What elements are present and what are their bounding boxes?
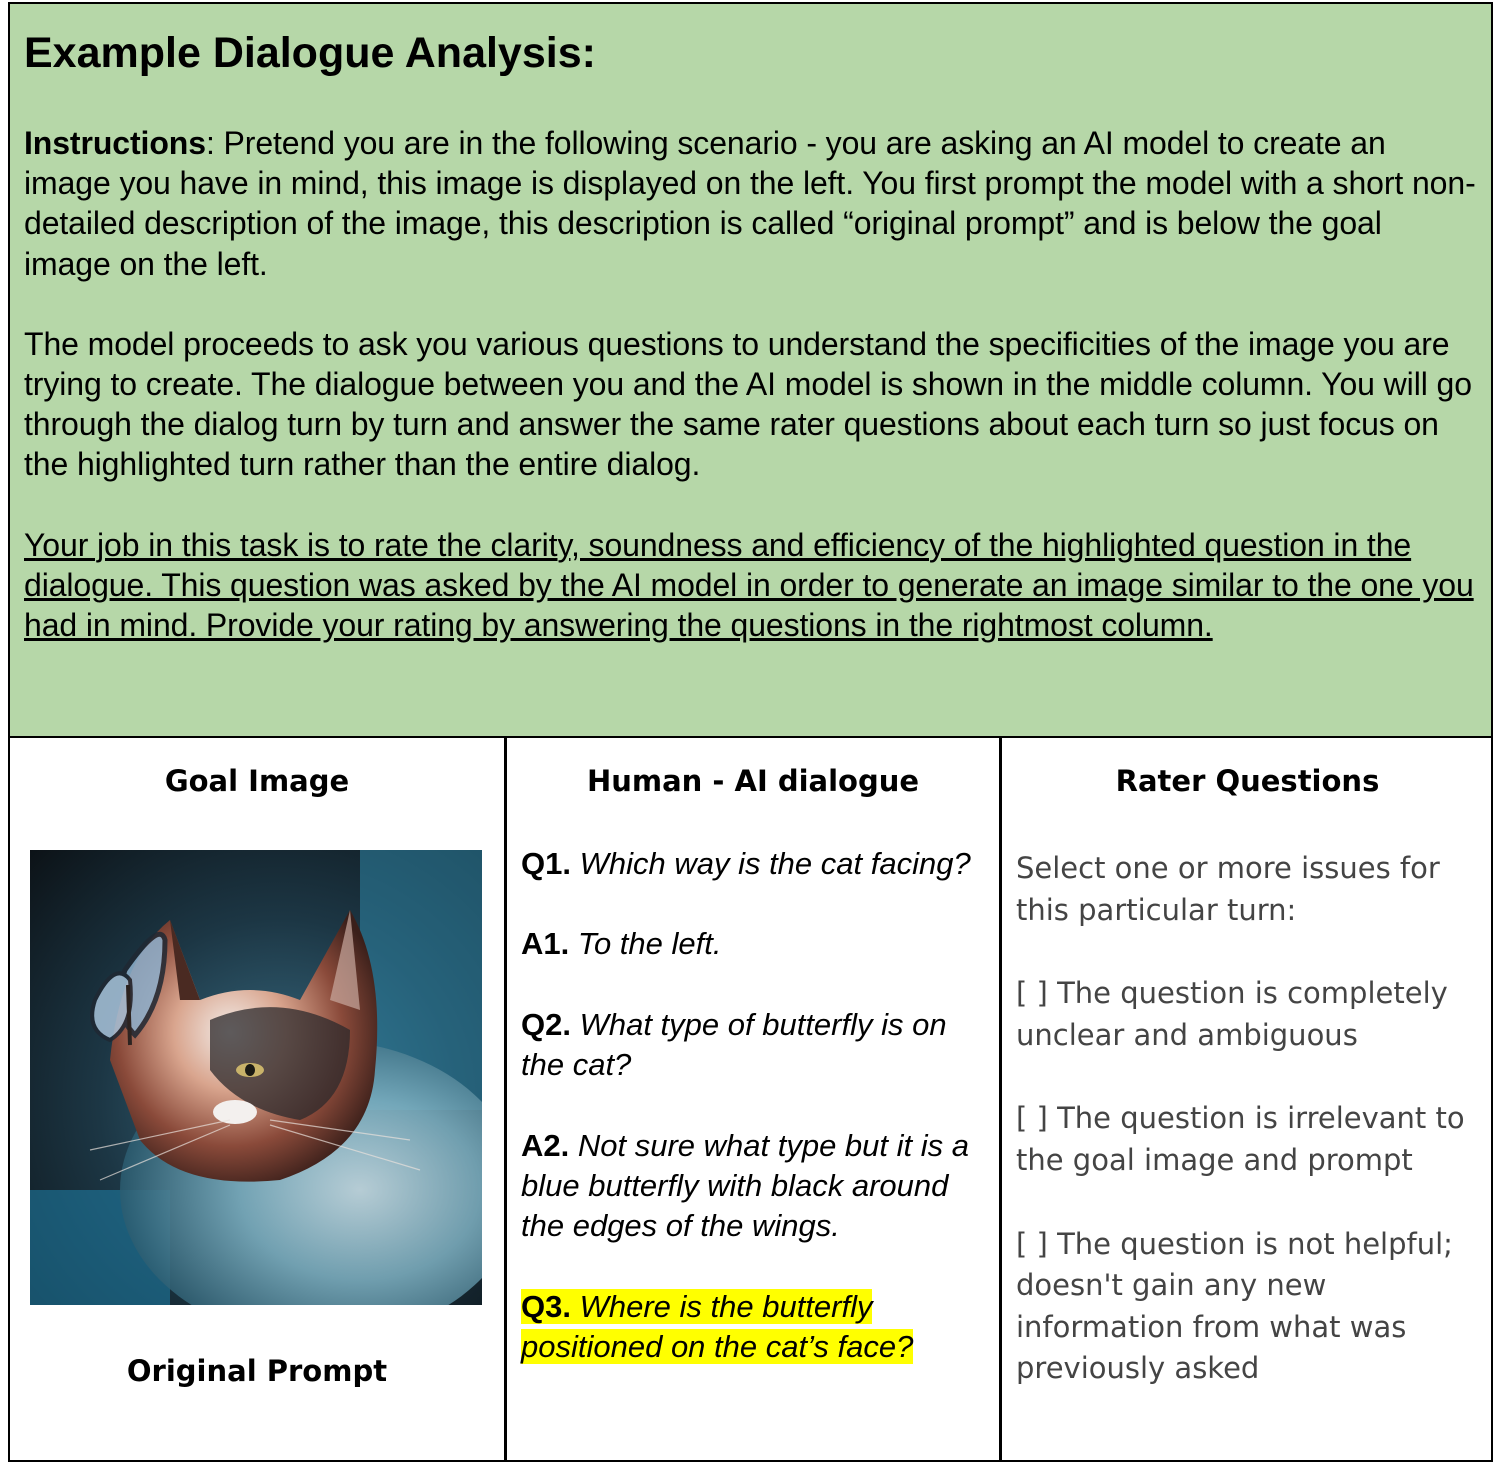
highlighted-question bbox=[521, 1289, 913, 1364]
turn-text: To the left. bbox=[569, 926, 722, 962]
turn-label: Q3. bbox=[521, 1288, 571, 1324]
cat-butterfly-photo bbox=[30, 850, 482, 1305]
instructions-panel bbox=[10, 4, 1491, 738]
turn-text: Which way is the cat facing? bbox=[570, 846, 971, 881]
dialogue-list bbox=[521, 844, 981, 1408]
rater-option-3[interactable]: [ ] The question is not helpful; doesn't gain any new information from what was previously asked bbox=[1016, 1226, 1453, 1386]
turn-label: A1. bbox=[521, 926, 570, 962]
figure-frame bbox=[8, 2, 1493, 1462]
rater-option-2[interactable]: [ ] The question is irrelevant to the goal image and prompt bbox=[1016, 1101, 1465, 1177]
turn-text: What type of butterfly is on the cat? bbox=[521, 1006, 947, 1083]
instructions-paragraph-2: The model proceeds to ask you various questions to understand the specificities of the image you are trying to create. The dialogue between you and the AI model is shown in the middle column. You will go through the dialog turn by turn and answer the same rater questions about each turn so just focus on the highlighted turn rather than the entire dialog. bbox=[24, 325, 1472, 483]
rater-option-1[interactable]: [ ] The question is completely unclear and ambiguous bbox=[1016, 976, 1448, 1052]
rater-heading: Rater Questions bbox=[1115, 764, 1380, 798]
instructions-text: : Pretend you are in the following scenario - you are asking an AI model to create an image you have in mind, this image is displayed on the left. You first prompt the model with a short non-detailed description of the image, this description is called “original prompt” and is below the goal image on the left. bbox=[24, 125, 1476, 282]
dialogue-column bbox=[504, 738, 999, 1462]
rater-intro: Select one or more issues for this particular turn: bbox=[1016, 851, 1440, 927]
dialogue-heading: Human - AI dialogue bbox=[586, 764, 920, 798]
turn-label: Q1. bbox=[521, 846, 571, 881]
dialogue-turn-q2 bbox=[521, 1005, 981, 1086]
turn-label: A2. bbox=[521, 1127, 570, 1163]
dialogue-turn-q3-highlighted bbox=[521, 1287, 981, 1368]
instructions-paragraph bbox=[24, 123, 1477, 284]
turn-label: Q2. bbox=[521, 1006, 571, 1042]
dialogue-turn-a1 bbox=[521, 924, 981, 964]
rater-questions bbox=[1016, 848, 1476, 1432]
dialogue-turn-q1 bbox=[521, 844, 981, 884]
goal-image bbox=[30, 850, 482, 1305]
dialogue-turn-a2 bbox=[521, 1126, 981, 1247]
goal-image-column bbox=[10, 738, 504, 1462]
turn-text: Where is the butterfly positioned on the cat’s face? bbox=[521, 1288, 914, 1365]
task-description: Your job in this task is to rate the clarity, soundness and efficiency of the highlighted question in the dialogue. This question was asked by the AI model in order to generate an image similar to the one you had in mind. Provide your rating by answering the questions in the rightmost column. bbox=[24, 526, 1474, 644]
turn-text: Not sure what type but it is a blue butterfly with black around the edges of the wings. bbox=[521, 1127, 969, 1244]
instructions-label: Instructions bbox=[24, 125, 206, 161]
original-prompt-label: Original Prompt bbox=[126, 1354, 388, 1388]
rater-column bbox=[999, 738, 1493, 1462]
goal-image-heading: Goal Image bbox=[164, 764, 350, 798]
page-title: Example Dialogue Analysis: bbox=[24, 29, 596, 77]
